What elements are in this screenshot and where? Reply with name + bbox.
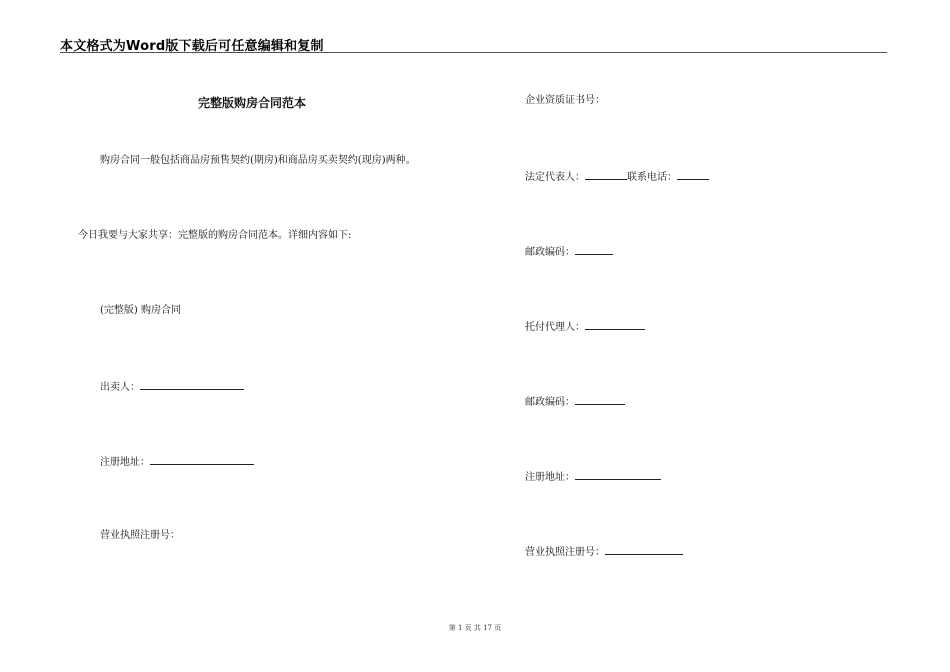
- license-no-blank-2: [605, 545, 683, 555]
- license-no-line: [100, 530, 180, 542]
- legal-rep-blank: [585, 170, 627, 180]
- seller-label: 出卖人：: [100, 382, 140, 393]
- license-no-label: 营业执照注册号：: [100, 530, 180, 541]
- header-divider: [60, 52, 887, 53]
- document-title: 完整版购房合同范本: [198, 96, 307, 110]
- agent-blank: [585, 320, 645, 330]
- seller-line: [100, 380, 244, 394]
- share-paragraph: 今日我要与大家共享：完整版的购房合同范本。详细内容如下:: [78, 230, 352, 241]
- contact-phone-blank: [677, 170, 709, 180]
- postal-code-line-2: [525, 395, 625, 409]
- reg-address-line: [100, 455, 254, 469]
- reg-address-label: 注册地址：: [100, 457, 150, 468]
- qualification-label: 企业资质证书号：: [525, 95, 605, 106]
- contact-phone-label: 联系电话：: [627, 172, 677, 183]
- postal-code-label-2: 邮政编码：: [525, 397, 575, 408]
- contract-name: (完整版) 购房合同: [100, 305, 181, 316]
- legal-rep-line: [525, 170, 709, 184]
- intro-paragraph: 购房合同一般包括商品房预售契约(期房)和商品房买卖契约(现房)两种。: [100, 155, 416, 166]
- agent-line: [525, 320, 645, 334]
- reg-address-label-2: 注册地址：: [525, 472, 575, 483]
- reg-address-blank-2: [575, 470, 661, 480]
- license-no-label-2: 营业执照注册号：: [525, 547, 605, 558]
- postal-code-label: 邮政编码：: [525, 247, 575, 258]
- postal-code-line: [525, 245, 613, 259]
- seller-blank: [140, 380, 244, 390]
- document-header: 本文格式为Word版下载后可任意编辑和复制: [60, 39, 324, 54]
- reg-address-blank: [150, 455, 254, 465]
- reg-address-line-2: [525, 470, 661, 484]
- agent-label: 托付代理人：: [525, 322, 585, 333]
- license-no-line-2: [525, 545, 683, 559]
- page-footer: 第 1 页 共 17 页: [448, 624, 502, 632]
- qualification-line: [525, 95, 605, 107]
- postal-code-blank: [575, 245, 613, 255]
- legal-rep-label: 法定代表人：: [525, 172, 585, 183]
- postal-code-blank-2: [575, 395, 625, 405]
